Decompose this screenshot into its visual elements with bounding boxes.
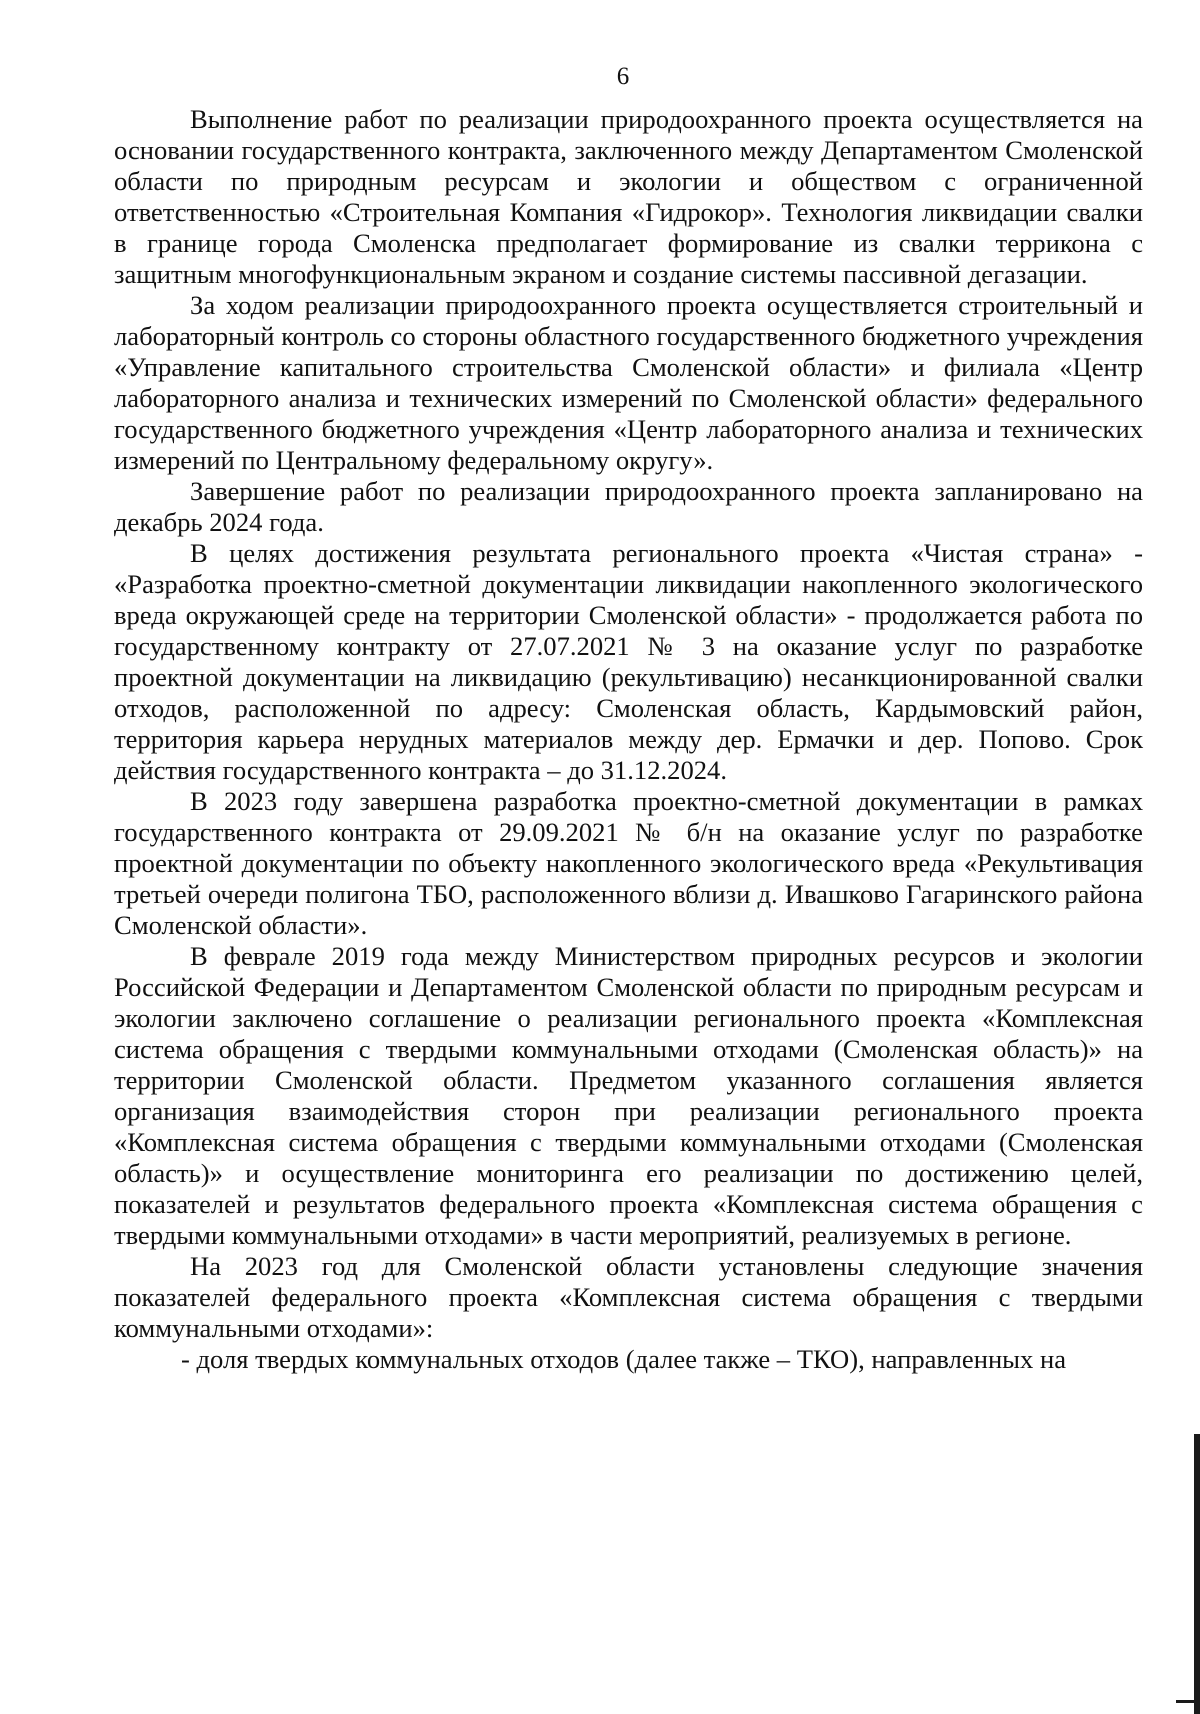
document-body xyxy=(114,104,1143,1375)
list-item-msw-share: - доля твердых коммунальных отходов (далее также – ТКО), направленных на xyxy=(181,1344,1067,1374)
paragraph-indicators-2023: На 2023 год для Смоленской области установлены следующие значения показателей федерального проекта «Комплексная система обращения с твердыми коммунальными отходами»: xyxy=(114,1251,1143,1343)
paragraph-completion-date: Завершение работ по реализации природоохранного проекта запланировано на декабрь 2024 года. xyxy=(114,476,1143,537)
paragraph-waste-management-agreement: В феврале 2019 года между Министерством природных ресурсов и экологии Российской Федерации и Департаментом Смоленской области по природным ресурсам и экологии заключено соглашение о реализации регионального проекта «Комплексная система обращения с твердыми коммунальными отходами (Смоленская область)» на территории Смоленской области. Предметом указанного соглашения является организация взаимодействия сторон при реализации регионального проекта «Комплексная система обращения с твердыми коммунальными отходами (Смоленская область)» и осуществление мониторинга его реализации по достижению целей, показателей и результатов федерального проекта «Комплексная система обращения с твердыми коммунальными отходами» в части мероприятий, реализуемых в регионе. xyxy=(114,941,1143,1250)
paragraph-project-execution: Выполнение работ по реализации природоохранного проекта осуществляется на основании государственного контракта, заключенного между Департаментом Смоленской области по природным ресурсам и экологии и обществом с ограниченной ответственностью «Строительная Компания «Гидрокор». Технология ликвидации свалки в границе города Смоленска предполагает формирование из свалки террикона с защитным многофункциональным экраном и создание системы пассивной дегазации. xyxy=(114,104,1143,289)
paragraph-clean-country-project: В целях достижения результата регионального проекта «Чистая страна» - «Разработка проектно-сметной документации ликвидации накопленного экологического вреда окружающей среде на территории Смоленской области» - продолжается работа по государственному контракту от 27.07.2021 № 3 на оказание услуг по разработке проектной документации на ликвидацию (рекультивацию) несанкционированной свалки отходов, расположенной по адресу: Смоленская область, Кардымовский район, территория карьера нерудных материалов между дер. Ермачки и дер. Попово. Срок действия государственного контракта – до 31.12.2024. xyxy=(114,538,1143,785)
page-number: 6 xyxy=(616,63,630,90)
paragraph-construction-control: За ходом реализации природоохранного проекта осуществляется строительный и лабораторный контроль со стороны областного государственного бюджетного учреждения «Управление капитального строительства Смоленской области» и филиала «Центр лабораторного анализа и технических измерений по Смоленской области» федерального государственного бюджетного учреждения «Центр лабораторного анализа и технических измерений по Центральному федеральному округу». xyxy=(114,290,1143,475)
paragraph-design-documentation-2023: В 2023 году завершена разработка проектно-сметной документации в рамках государственного контракта от 29.09.2021 № б/н на оказание услуг по разработке проектной документации по объекту накопленного экологического вреда «Рекультивация третьей очереди полигона ТБО, расположенного вблизи д. Ивашково Гагаринского района Смоленской области». xyxy=(114,786,1143,940)
scan-page-edge-corner xyxy=(1176,1700,1200,1703)
scan-page-edge xyxy=(1194,1434,1200,1714)
